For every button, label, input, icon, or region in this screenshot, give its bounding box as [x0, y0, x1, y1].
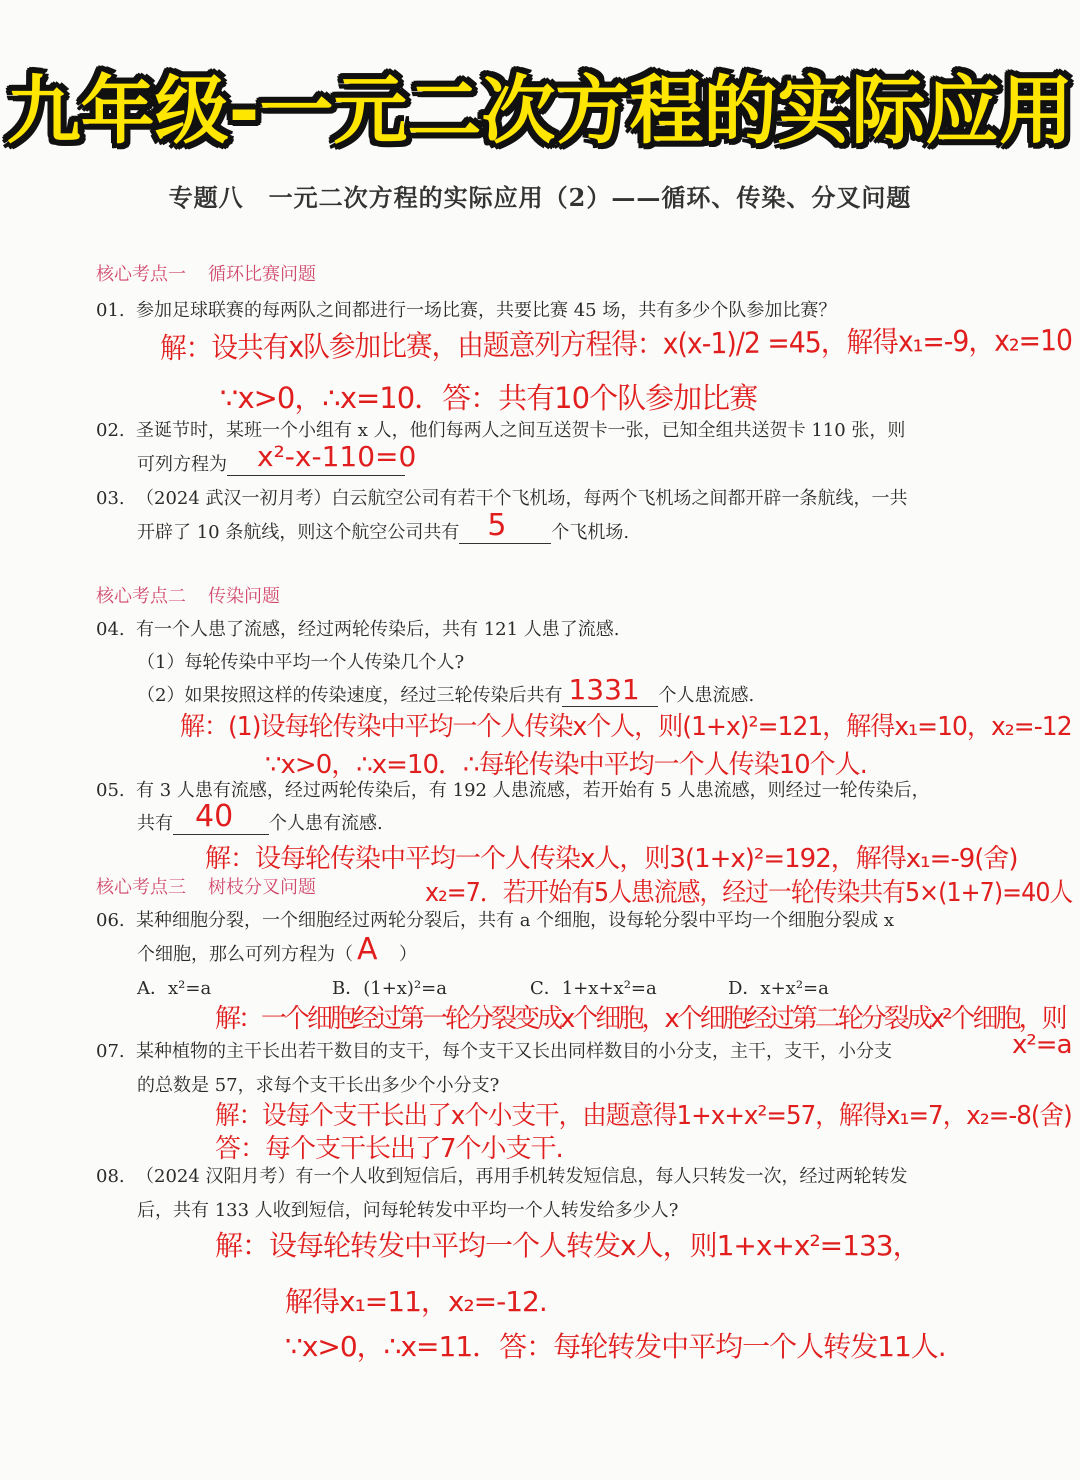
- section-heading-1: [96, 260, 316, 286]
- question-06-line2: [137, 932, 417, 967]
- handwritten-solution-line: x²=a: [1012, 1030, 1072, 1060]
- handwritten-answer: A: [357, 932, 378, 967]
- answer-blank: [173, 799, 269, 835]
- handwritten-solution-line: 解：一个细胞经过第一轮分裂变成x个细胞，x个细胞经过第二轮分裂成x²个细胞，则: [215, 1004, 1065, 1034]
- section-title: 传染问题: [208, 586, 280, 607]
- question-text: 某种植物的主干长出若干数目的支干，每个支干又长出同样数目的小分支，主干，支干，小分支: [136, 1041, 892, 1062]
- question-text: 有 3 人患有流感，经过两轮传染后，有 192 人患流感，若开始有 5 人患流感，则经过一轮传染后，: [136, 780, 930, 801]
- section-label: 核心考点一: [96, 264, 186, 285]
- question-04-sub1: （1）每轮传染中平均一个人传染几个人?: [137, 652, 465, 673]
- option-a: A．x²=a: [137, 978, 212, 999]
- answer-blank: [562, 673, 658, 707]
- handwritten-solution-line: x₂=7．若开始有5人患流感，经过一轮传染共有5×(1+7)=40人: [425, 878, 1073, 908]
- handwritten-solution-line: 解得x₁=11，x₂=-12.: [285, 1285, 547, 1318]
- question-text: 个飞机场.: [551, 522, 630, 543]
- question-03-line2: [137, 508, 630, 544]
- section-title: 循环比赛问题: [208, 264, 316, 285]
- question-text: 个人患流感.: [658, 685, 755, 706]
- handwritten-answer: 40: [195, 799, 234, 834]
- handwritten-answer: 1331: [568, 673, 640, 706]
- section-label: 核心考点三: [96, 877, 186, 898]
- page-title: 专题八 一元二次方程的实际应用（2）——循环、传染、分叉问题: [168, 183, 912, 212]
- banner-title: 九年级-一元二次方程的实际应用: [6, 68, 1074, 154]
- section-label: 核心考点二: [96, 586, 186, 607]
- answer-slot: [353, 932, 399, 967]
- option-c: C．1+x+x²=a: [530, 978, 657, 999]
- handwritten-solution-line: ∵x>0，∴x=10．∴每轮传染中平均一个人传染10个人.: [265, 750, 867, 780]
- handwritten-solution-line: 解：设每个支干长出了x个小支干，由题意得1+x+x²=57，解得x₁=7，x₂=-8(舍): [215, 1101, 1072, 1131]
- question-text: 有一个人患了流感，经过两轮传染后，共有 121 人患了流感.: [136, 619, 620, 640]
- handwritten-solution-line: 解：设每轮转发中平均一个人转发x人，则1+x+x²=133，: [215, 1229, 920, 1262]
- answer-blank: [227, 440, 417, 476]
- section-title: 树枝分叉问题: [208, 877, 316, 898]
- question-04-sub2: [137, 673, 755, 707]
- question-06-options: [137, 974, 829, 1000]
- option-b: B．(1+x)²=a: [332, 978, 447, 999]
- question-04: [96, 615, 620, 641]
- question-text: （2024 武汉一初月考）白云航空公司有若干个飞机场，每两个飞机场之间都开辟一条航线，一共: [136, 488, 908, 509]
- question-number: 06.: [96, 910, 125, 931]
- question-text: 圣诞节时，某班一个小组有 x 人，他们每两人之间互送贺卡一张，已知全组共送贺卡 110 张，则: [136, 420, 906, 441]
- question-text: 可列方程为: [137, 454, 227, 475]
- question-text: 开辟了 10 条航线，则这个航空公司共有: [137, 522, 460, 543]
- handwritten-answer: 5: [487, 508, 507, 543]
- handwritten-answer: x²-x-110=0: [257, 440, 417, 473]
- question-text: 个细胞，那么可列方程为（: [137, 944, 353, 965]
- question-07-line2: 的总数是 57，求每个支干长出多少个小分支?: [137, 1075, 500, 1096]
- question-number: 03.: [96, 488, 125, 509]
- question-text: 参加足球联赛的每两队之间都进行一场比赛，共要比赛 45 场，共有多少个队参加比赛？: [136, 300, 837, 321]
- question-02-line2: [137, 440, 417, 476]
- handwritten-solution-line: 解：设每轮传染中平均一个人传染x人，则3(1+x)²=192，解得x₁=-9(舍): [205, 844, 1018, 874]
- handwritten-solution-line: 解：设共有x队参加比赛，由题意列方程得：x(x-1)/2 =45，解得x₁=-9，x₂=10: [159, 323, 1073, 365]
- question-number: 07.: [96, 1041, 125, 1062]
- question-02: [96, 416, 905, 442]
- question-text: 某种细胞分裂，一个细胞经过两轮分裂后，共有 a 个细胞，设每轮分裂中平均一个细胞分裂成 x: [136, 910, 895, 931]
- question-01: [96, 296, 836, 322]
- question-06: [96, 906, 894, 932]
- question-text: （2）如果按照这样的传染速度，经过三轮传染后共有: [137, 685, 563, 706]
- handwritten-solution-line: 答：每个支干长出了7个小支干.: [215, 1134, 563, 1164]
- question-03: [96, 484, 908, 510]
- question-text: 共有: [137, 813, 173, 834]
- handwritten-solution-line: 解：(1)设每轮传染中平均一个人传染x个人，则(1+x)²=121，解得x₁=10，x₂=-12: [180, 712, 1072, 742]
- question-08: [96, 1162, 908, 1188]
- question-text: ）: [399, 944, 417, 965]
- question-number: 05.: [96, 780, 125, 801]
- question-text: （2024 汉阳月考）有一个人收到短信后，再用手机转发短信息，每人只转发一次，经过两轮转发: [136, 1166, 908, 1187]
- question-05-line2: [137, 799, 383, 835]
- handwritten-solution-line: ∵x>0，∴x=10．答：共有10个队参加比赛: [220, 381, 758, 415]
- answer-blank: [459, 508, 551, 544]
- question-number: 08.: [96, 1166, 125, 1187]
- question-number: 02.: [96, 420, 125, 441]
- section-heading-3: [96, 873, 316, 899]
- question-07: [96, 1037, 892, 1063]
- section-heading-2: [96, 582, 280, 608]
- handwritten-solution-line: ∵x>0，∴x=11．答：每轮转发中平均一个人转发11人.: [285, 1330, 946, 1363]
- option-d: D．x+x²=a: [728, 978, 829, 999]
- question-08-line2: 后，共有 133 人收到短信，问每轮转发中平均一个人转发给多少人?: [137, 1200, 679, 1221]
- question-number: 01.: [96, 300, 125, 321]
- question-number: 04.: [96, 619, 125, 640]
- question-text: 个人患有流感.: [269, 813, 383, 834]
